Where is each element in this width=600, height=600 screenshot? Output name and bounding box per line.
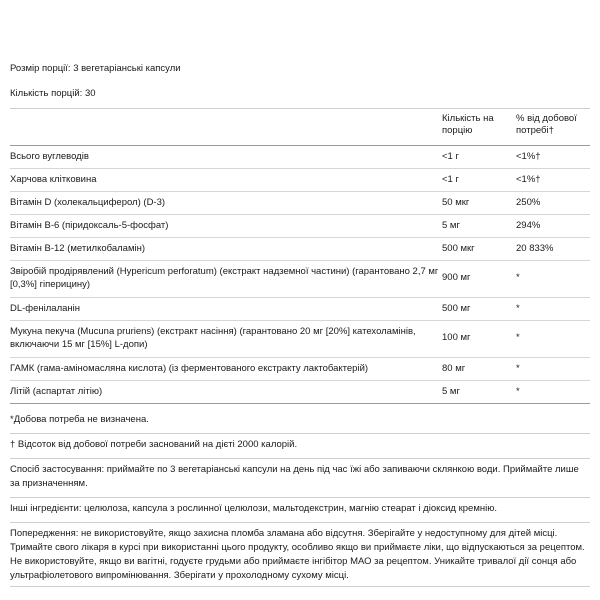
nutrient-daily-value: *: [516, 272, 520, 283]
nutrient-name: Звіробій продірявлений (Hypericum perforatum) (екстракт надземної частини) (гарантовано 2,7 мг [0,3%] гіперицину): [10, 266, 439, 290]
table-row: [10, 298, 590, 321]
table-row: [10, 215, 590, 238]
nutrient-amount: 100 мг: [442, 332, 471, 343]
nutrient-name: Мукуна пекуча (Mucuna pruriens) (екстракт насіння) (гарантовано 20 мг [20%] катехоламінів, включаючи 15 мг [15%] L-допи): [10, 326, 416, 350]
nutrient-daily-value: *: [516, 332, 520, 343]
nutrient-daily-value: *: [516, 363, 520, 374]
nutrient-amount: 80 мг: [442, 363, 466, 374]
supplement-facts-panel: [10, 0, 590, 587]
nutrient-name: DL-фенілаланін: [10, 303, 81, 314]
nutrient-amount: 5 мг: [442, 220, 460, 231]
table-row: [10, 238, 590, 261]
nutrient-amount: 900 мг: [442, 272, 471, 283]
nutrient-name: Всього вуглеводів: [10, 151, 89, 162]
servings-per-container: Кількість порцій: 30: [10, 88, 96, 99]
nutrient-amount: 500 мг: [442, 303, 471, 314]
nutrient-name: Вітамін B-6 (піридоксаль-5-фосфат): [10, 220, 169, 231]
table-row: [10, 146, 590, 169]
nutrient-name: ГАМК (гама-аміномасляна кислота) (із ферментованого екстракту лактобактерій): [10, 363, 369, 374]
nutrient-name: Харчова клітковина: [10, 174, 97, 185]
nutrient-daily-value: 294%: [516, 220, 541, 231]
footnote-daily-value-basis: † Відсоток від добової потреби заснований на дієті 2000 калорій.: [10, 433, 590, 452]
footnote-no-daily-value: *Добова потреба не визначена.: [10, 414, 149, 425]
table-row: [10, 261, 590, 298]
nutrient-amount: 500 мкг: [442, 243, 475, 254]
table-row: [10, 381, 590, 404]
nutrient-amount: <1 г: [442, 151, 459, 162]
nutrient-daily-value: <1%†: [516, 174, 541, 185]
table-row: [10, 169, 590, 192]
nutrient-name: Літій (аспартат літію): [10, 386, 103, 397]
nutrient-daily-value: 20 833%: [516, 243, 554, 254]
nutrient-name: Вітамін D (холекальциферол) (D-3): [10, 197, 166, 208]
table-row: [10, 358, 590, 381]
nutrient-amount: 50 мкг: [442, 197, 470, 208]
column-header-amount: Кількість на порцію: [442, 113, 494, 136]
table-header: [10, 109, 590, 146]
nutrient-name: Вітамін B-12 (метилкобаламін): [10, 243, 146, 254]
other-ingredients-text: Інші інгредієнти: целюлоза, капсула з рослинної целюлози, мальтодекстрин, магнію стеарат і діоксид кремнію.: [10, 497, 590, 516]
warning-text: Попередження: не використовуйте, якщо захисна пломба зламана або відсутня. Зберігайте у недоступному для дітей місці. Тримайте свого лікаря в курсі при використанні цього продукту, особливо якщо ви приймаєте ліки, що відпускаються за рецептом. Не використовуйте, якщо ви вагітні, годуєте грудьми або приймаєте інгібітор МАО за рецептом. Уникайте тривалої дії сонця або ультрафіолетового випромінювання. Зберігати у прохолодному сухому місці.: [10, 522, 590, 587]
table-row: [10, 192, 590, 215]
nutrient-daily-value: <1%†: [516, 151, 541, 162]
nutrient-daily-value: *: [516, 303, 520, 314]
directions-text: Спосіб застосування: приймайте по 3 вегетаріанські капсули на день під час їжі або запиваючи склянкою води. Приймайте лише за призначенням.: [10, 458, 590, 491]
nutrient-amount: 5 мг: [442, 386, 460, 397]
nutrient-amount: <1 г: [442, 174, 459, 185]
nutrient-daily-value: *: [516, 386, 520, 397]
nutrient-daily-value: 250%: [516, 197, 541, 208]
serving-size: Розмір порції: 3 вегетаріанські капсули: [10, 63, 181, 74]
column-header-daily-value: % від добової потребі†: [516, 113, 577, 136]
table-row: [10, 321, 590, 358]
